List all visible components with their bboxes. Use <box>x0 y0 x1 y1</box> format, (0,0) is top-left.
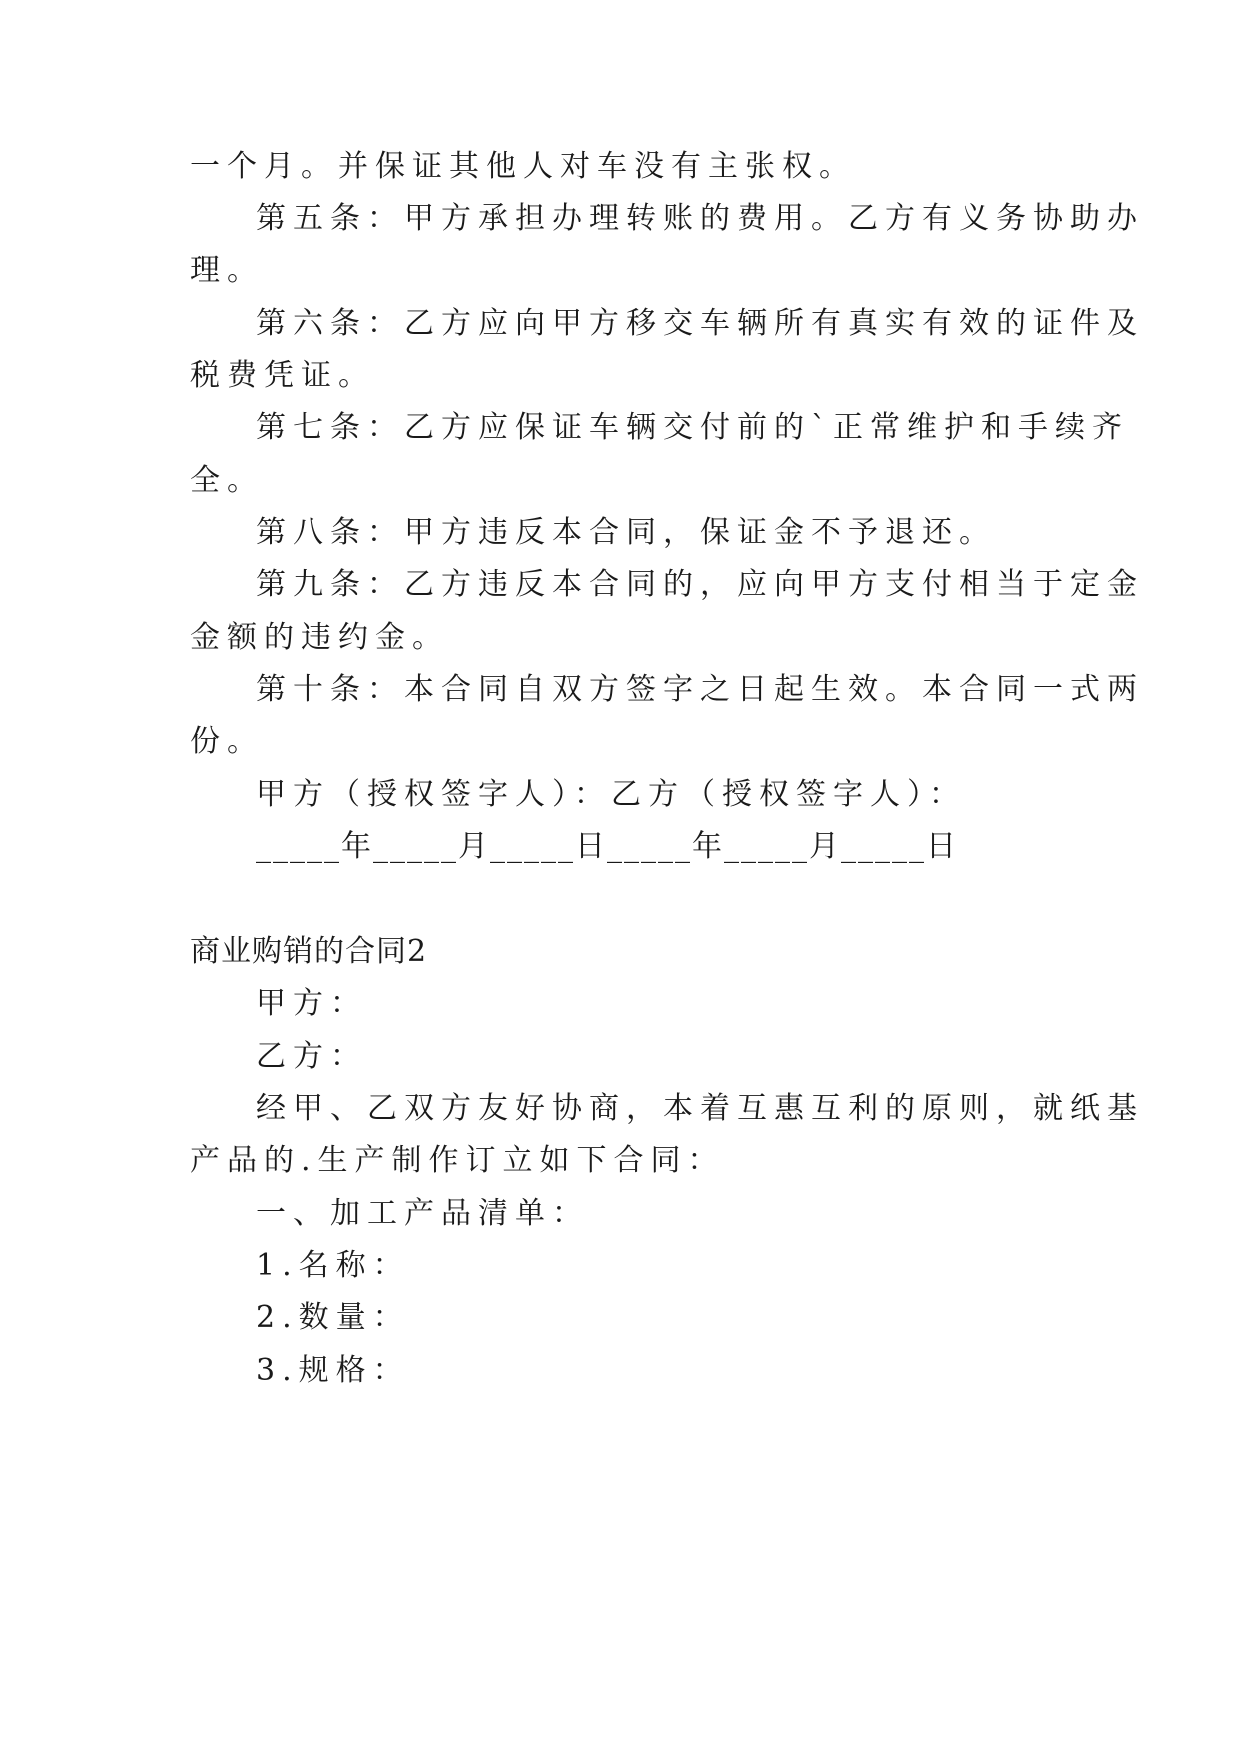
clause-seven: 第七条：乙方应保证车辆交付前的`正常维护和手续齐 <box>256 410 1129 445</box>
clause-six: 第六条：乙方应向甲方移交车辆所有真实有效的证件及 <box>256 306 1144 341</box>
date-line: _____年_____月_____日_____年_____月_____日 <box>256 829 958 864</box>
paragraph-line: 税费凭证。 <box>190 358 375 393</box>
list-item: 1.名称： <box>256 1248 410 1283</box>
list-item: 2.数量： <box>256 1300 410 1335</box>
party-a-line: 甲方： <box>256 986 367 1021</box>
intro-paragraph: 经甲、乙双方友好协商，本着互惠互利的原则，就纸基 <box>256 1091 1144 1126</box>
list-item: 3.规格： <box>256 1353 410 1388</box>
signature-line: 甲方（授权签字人）：乙方（授权签字人）： <box>256 777 966 812</box>
clause-ten: 第十条：本合同自双方签字之日起生效。本合同一式两 <box>256 672 1144 707</box>
product-list-heading: 一、加工产品清单： <box>256 1196 589 1231</box>
paragraph-line: 份。 <box>190 724 264 759</box>
paragraph-line: 全。 <box>190 463 264 498</box>
clause-eight: 第八条：甲方违反本合同，保证金不予退还。 <box>256 515 996 550</box>
party-b-line: 乙方： <box>256 1039 367 1074</box>
clause-five: 第五条：甲方承担办理转账的费用。乙方有义务协助办 <box>256 201 1144 236</box>
clause-nine: 第九条：乙方违反本合同的，应向甲方支付相当于定金 <box>256 567 1144 602</box>
section-title: 商业购销的合同2 <box>190 934 428 969</box>
paragraph-line: 产品的.生产制作订立如下合同： <box>190 1143 725 1178</box>
paragraph-line: 理。 <box>190 253 264 288</box>
paragraph-line: 一个月。并保证其他人对车没有主张权。 <box>190 149 856 184</box>
paragraph-line: 金额的违约金。 <box>190 620 449 655</box>
